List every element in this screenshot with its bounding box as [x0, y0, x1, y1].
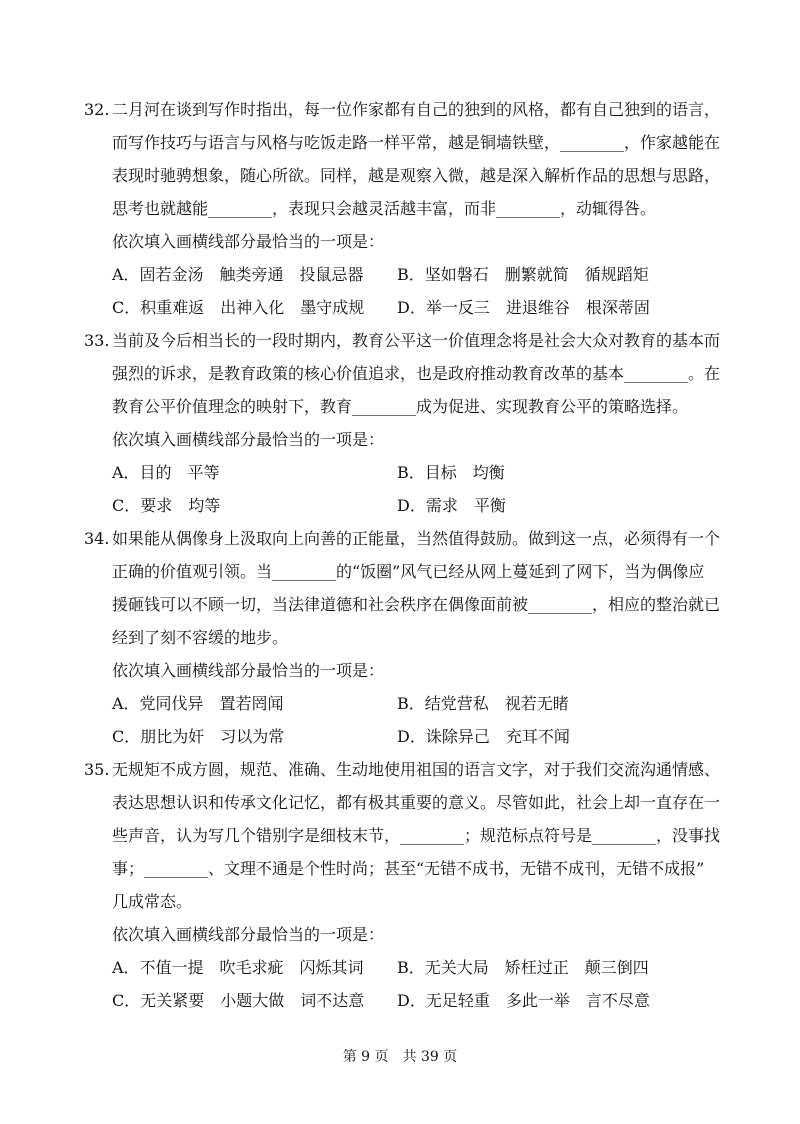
option-row: [84, 984, 734, 1017]
question-text-line: [84, 126, 734, 159]
answer-option: C．无关紧要 小题大做 词不达意: [112, 991, 365, 1010]
question-text-line: [84, 852, 734, 885]
answer-option: B．坚如磐石 删繁就简 循规蹈矩: [397, 265, 649, 284]
question-text-line: [84, 621, 734, 654]
question-text-line: [84, 555, 734, 588]
question-text: 表现时驰骋想象，随心所欲。同样，越是观察入微，越是深入解析作品的思想与思路，: [112, 166, 721, 185]
question-text-line: [84, 324, 734, 357]
answer-option: A．目的 平等: [112, 463, 220, 482]
question-text: 而写作技巧与语言与风格与吃饭走路一样平常，越是铜墙铁壁，________，作家越能在: [112, 133, 721, 152]
question-text: 当前及今后相当长的一段时期内，教育公平这一价值理念将是社会大众对教育的基本而: [112, 331, 721, 350]
answer-option: B．目标 均衡: [397, 463, 505, 482]
question-block: [84, 522, 734, 753]
question-text-line: [84, 93, 734, 126]
question-text-line: [84, 357, 734, 390]
question-text-line: [84, 192, 734, 225]
option-row: [84, 291, 734, 324]
option-row: [84, 489, 734, 522]
question-text-line: [84, 786, 734, 819]
question-text: 事；________、文理不通是个性时尚；甚至“无错不成书，无错不成刊，无错不成报”: [112, 859, 705, 878]
page-footer: 第 9 页 共 39 页: [342, 1049, 458, 1065]
question-text-line: [84, 588, 734, 621]
question-prompt: 依次填入画横线部分最恰当的一项是：: [112, 430, 385, 449]
question-text: 教育公平价值理念的映射下，教育________成为促进、实现教育公平的策略选择。: [112, 397, 689, 416]
answer-option: D．诛除异己 充耳不闻: [397, 727, 570, 746]
answer-option: D．举一反三 进退维谷 根深蒂固: [397, 298, 650, 317]
question-prompt: 依次填入画横线部分最恰当的一项是：: [112, 925, 385, 944]
question-text: 强烈的诉求，是教育政策的核心价值追求，也是政府推动教育改革的基本________。在: [112, 364, 721, 383]
answer-option: A．固若金汤 触类旁通 投鼠忌器: [112, 265, 364, 284]
question-text-line: [84, 159, 734, 192]
question-text-line: [84, 390, 734, 423]
question-text-line: [84, 522, 734, 555]
answer-option: C．要求 均等: [112, 496, 221, 515]
question-number: 33.: [84, 331, 110, 350]
answer-option: A．党同伐异 置若罔闻: [112, 694, 284, 713]
question-text: 二月河在谈到写作时指出，每一位作家都有自己的独到的风格，都有自己独到的语言，: [112, 100, 721, 119]
question-text: 无规矩不成方圆，规范、准确、生动地使用祖国的语言文字，对于我们交流沟通情感、: [112, 760, 721, 779]
answer-option: B．结党营私 视若无睹: [397, 694, 569, 713]
option-row: [84, 456, 734, 489]
question-text-line: [84, 753, 734, 786]
question-text: 些声音，认为写几个错别字是细枝末节，________；规范标点符号是________，没事找: [112, 826, 721, 845]
answer-option: B．无关大局 矫枉过正 颠三倒四: [397, 958, 649, 977]
option-row: [84, 258, 734, 291]
answer-option: C．朋比为奸 习以为常: [112, 727, 285, 746]
question-prompt: 依次填入画横线部分最恰当的一项是：: [112, 232, 385, 251]
answer-option: C．积重难返 出神入化 墨守成规: [112, 298, 365, 317]
answer-option: A．不值一提 吹毛求疵 闪烁其词: [112, 958, 364, 977]
option-row: [84, 687, 734, 720]
question-block: [84, 324, 734, 522]
question-text: 如果能从偶像身上汲取向上向善的正能量，当然值得鼓励。做到这一点，必须得有一个: [112, 529, 721, 548]
question-number: 34.: [84, 529, 110, 548]
question-text: 正确的价值观引领。当________的“饭圈”风气已经从网上蔓延到了网下，当为偶像应: [112, 562, 705, 581]
question-text-line: [84, 885, 734, 918]
answer-option: D．无足轻重 多此一举 言不尽意: [397, 991, 650, 1010]
question-text: 表达思想认识和传承文化记忆，都有极其重要的意义。尽管如此，社会上却一直存在一: [112, 793, 721, 812]
answer-option: D．需求 平衡: [397, 496, 506, 515]
question-number: 35.: [84, 760, 110, 779]
question-block: [84, 93, 734, 324]
option-row: [84, 951, 734, 984]
question-text: 经到了刻不容缓的地步。: [112, 628, 289, 647]
question-number: 32.: [84, 100, 110, 119]
question-text: 思考也就越能________，表现只会越灵活越丰富，而非________，动辄得咎。: [112, 199, 657, 218]
question-prompt: 依次填入画横线部分最恰当的一项是：: [112, 661, 385, 680]
question-text: 几成常态。: [112, 892, 193, 911]
option-row: [84, 720, 734, 753]
question-block: [84, 753, 734, 1017]
questions-list: [84, 93, 734, 1017]
question-text: 援砸钱可以不顾一切，当法律道德和社会秩序在偶像面前被________，相应的整治就已: [112, 595, 721, 614]
question-text-line: [84, 819, 734, 852]
